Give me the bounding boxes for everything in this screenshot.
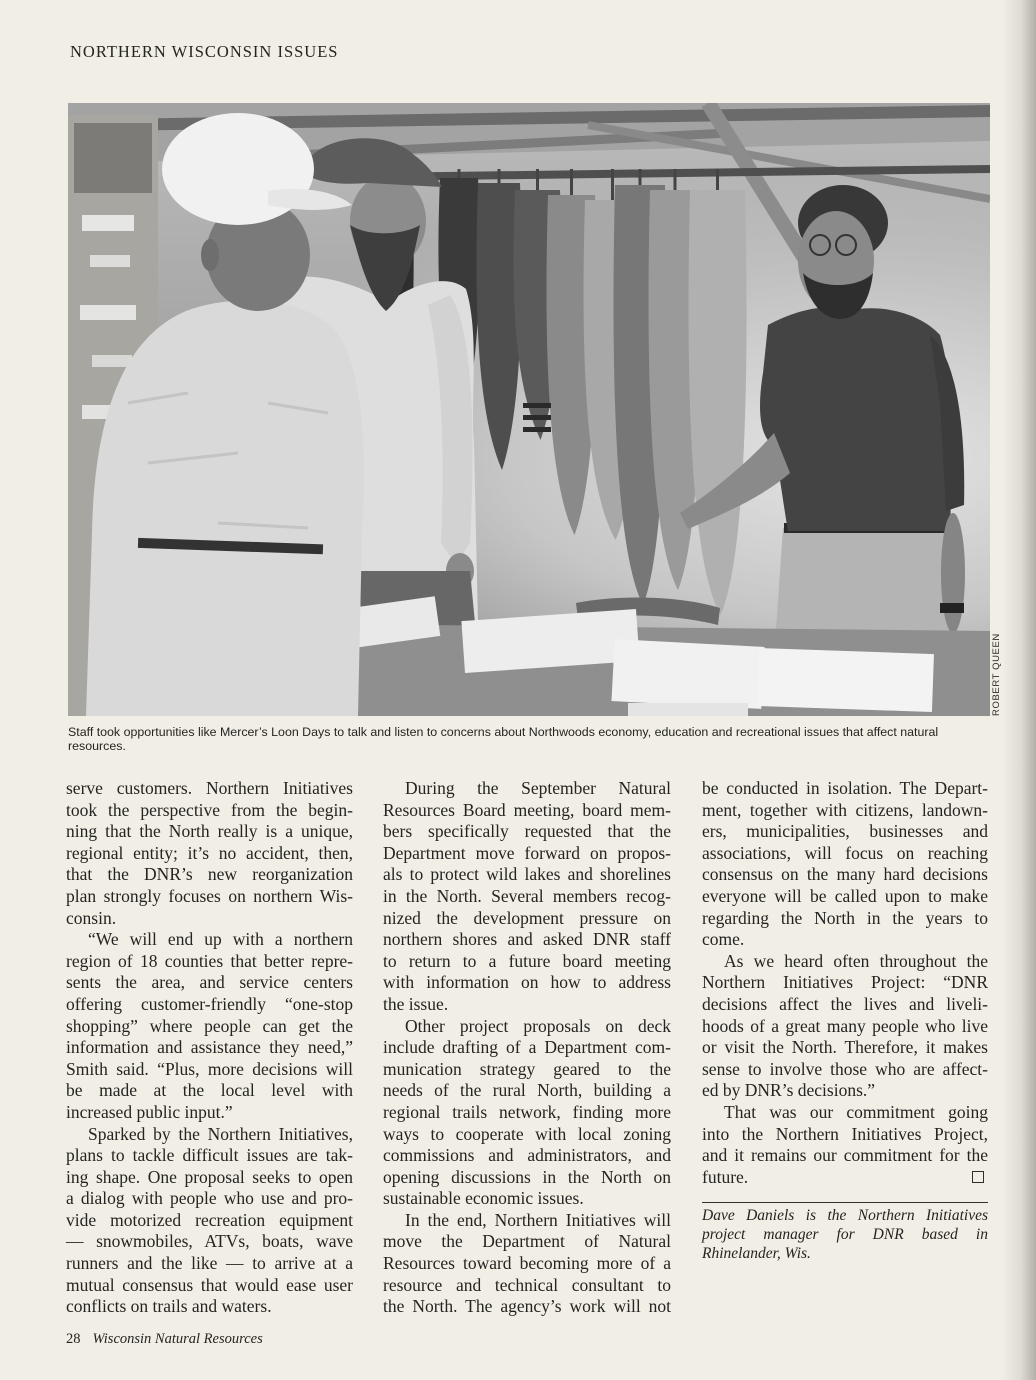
paragraph: [66, 1124, 353, 1318]
text-line: increased public input.”: [66, 1101, 233, 1122]
text-line: northern shores and asked DNR staff: [383, 929, 671, 950]
brochure: [611, 639, 764, 709]
column-1: [66, 778, 353, 1318]
paragraph: [702, 778, 988, 951]
text-line: In the end, Northern Initiatives will: [405, 1209, 671, 1230]
text-line: the North. The agency’s work will not: [383, 1296, 671, 1317]
text-line: munication strategy geared to the: [383, 1058, 671, 1079]
end-of-article-mark: [972, 1171, 984, 1183]
brochure: [628, 703, 748, 716]
page-footer: [66, 1331, 263, 1347]
page-number: 28: [66, 1331, 81, 1347]
text-line: serve customers. Northern Initiatives: [66, 778, 353, 798]
text-line: Other project proposals on deck: [405, 1015, 671, 1036]
paragraph: [383, 778, 671, 1016]
text-line: Resources Board meeting, board mem-: [383, 799, 671, 820]
text-line: ers, municipalities, businesses and: [702, 821, 988, 842]
text-line: be conducted in isolation. The Depart-: [702, 778, 988, 798]
text-line: ways to cooperate with local zoning: [383, 1123, 671, 1144]
text-line: ing shape. One proposal seeks to open: [66, 1166, 353, 1187]
text-line: come.: [702, 929, 745, 950]
publication-name: Wisconsin Natural Resources: [92, 1331, 263, 1347]
text-line: shopping” where people can get the: [66, 1015, 353, 1036]
text-line: runners and the like — to arrive at a: [66, 1253, 353, 1274]
text-line: hoods of a great many people who live: [702, 1015, 988, 1036]
text-line: to return to a future board meeting: [383, 950, 671, 971]
text-line: in the North. Several members recog-: [383, 885, 671, 906]
text-line: mutual consensus that would ease user: [66, 1274, 353, 1295]
photo-caption: [68, 725, 988, 753]
text-line: plan strongly focuses on northern Wis-: [66, 885, 353, 906]
text-line: sustainable economic issues.: [383, 1188, 584, 1209]
text-line: took the perspective from the begin-: [66, 799, 353, 820]
text-line: everyone will be called upon to make: [702, 885, 988, 906]
text-line: future.: [702, 1166, 749, 1187]
text-line: conflicts on trails and waters.: [66, 1296, 272, 1317]
text-line: and it remains our commitment for the: [702, 1145, 988, 1166]
text-line: Northern Initiatives Project: “DNR: [702, 972, 988, 993]
text-line: information and assistance they need,”: [66, 1037, 353, 1058]
text-line: During the September Natural: [405, 778, 671, 798]
bio-line: project manager for DNR based in: [702, 1226, 988, 1244]
text-line: decisions affect the lives and liveli-: [702, 993, 988, 1014]
text-line: opening discussions in the North on: [383, 1166, 671, 1187]
text-line: a dialog with people who use and pro-: [66, 1188, 353, 1209]
text-line: the issue.: [383, 993, 449, 1014]
text-line: As we heard often throughout the: [724, 950, 988, 971]
fur-pelt: [689, 190, 747, 615]
text-line: That was our commitment going: [724, 1101, 988, 1122]
text-line: sents the area, and service centers: [66, 972, 353, 993]
text-line: with information on how to address: [383, 972, 671, 993]
text-line: region of 18 counties that better repre-: [66, 950, 353, 971]
paragraph: [702, 951, 988, 1102]
text-line: Smith said. “Plus, more decisions will: [66, 1058, 353, 1079]
text-line: Department move forward on propos-: [383, 842, 671, 863]
text-line: bers specifically requested that the: [383, 821, 671, 842]
text-line: commissions and administrators, and: [383, 1145, 671, 1166]
column-3: [702, 778, 988, 1188]
text-line: als to protect wild lakes and shorelines: [383, 864, 671, 885]
bio-line: Rhinelander, Wis.: [702, 1245, 811, 1263]
text-line: regional trails network, finding more: [383, 1101, 671, 1122]
text-line: move the Department of Natural: [383, 1231, 671, 1252]
text-line: associations, will focus on reaching: [702, 842, 988, 863]
text-line: sense to involve those who are affect-: [702, 1058, 988, 1079]
paragraph: [702, 1102, 988, 1188]
running-head: NORTHERN WISCONSIN ISSUES: [70, 42, 339, 61]
text-line: nized the development pressure on: [383, 907, 671, 928]
text-line: ning that the North really is a unique,: [66, 821, 353, 842]
caption-line: resources.: [68, 739, 126, 753]
photo-scene: [68, 103, 990, 716]
text-line: into the Northern Initiatives Project,: [702, 1123, 988, 1144]
text-line: resource and technical consultant to: [383, 1274, 671, 1295]
text-line: vide motorized recreation equipment: [66, 1209, 353, 1230]
text-line: regarding the North in the years to: [702, 907, 988, 928]
article-photo: [68, 103, 990, 716]
paragraph: [66, 929, 353, 1123]
text-line: Sparked by the Northern Initiatives,: [88, 1123, 353, 1144]
text-line: “We will end up with a northern: [88, 929, 353, 950]
text-line: plans to tackle difficult issues are tak-: [66, 1145, 353, 1166]
tail-ring: [523, 415, 551, 420]
text-line: that the DNR’s new reorganization: [66, 864, 353, 885]
text-line: ed by DNR’s decisions.”: [702, 1080, 876, 1101]
text-line: consin.: [66, 907, 117, 928]
page-gutter-shadow: [1002, 0, 1036, 1380]
paragraph: [383, 1210, 671, 1318]
bio-divider: [702, 1202, 988, 1203]
author-bio: [702, 1206, 988, 1264]
paragraph: [383, 1016, 671, 1210]
column-2: [383, 778, 671, 1318]
brochure: [757, 648, 934, 712]
text-line: or visit the North. Therefore, it makes: [702, 1037, 988, 1058]
text-line: needs of the rural North, building a: [383, 1080, 671, 1101]
text-line: consensus on the many hard decisions: [702, 864, 988, 885]
text-line: be made at the local level with: [66, 1080, 353, 1101]
paragraph: [66, 778, 353, 929]
tail-ring: [523, 427, 551, 432]
text-line: — snowmobiles, ATVs, boats, wave: [66, 1231, 353, 1252]
bio-line: Dave Daniels is the Northern Initiatives: [702, 1207, 988, 1224]
tail-ring: [523, 403, 551, 408]
photo-credit: ROBERT QUEEN: [991, 633, 1002, 716]
caption-line: Staff took opportunities like Mercer’s Loon Days to talk and listen to concerns about Northwoods economy, education and recreational issues that affect natural: [68, 725, 939, 739]
text-line: ment, together with citizens, landown-: [702, 799, 988, 820]
text-line: Resources toward becoming more of a: [383, 1253, 671, 1274]
text-line: include drafting of a Department com-: [383, 1037, 671, 1058]
text-line: offering customer-friendly “one-stop: [66, 993, 353, 1014]
text-line: regional entity; it’s no accident, then,: [66, 842, 353, 863]
